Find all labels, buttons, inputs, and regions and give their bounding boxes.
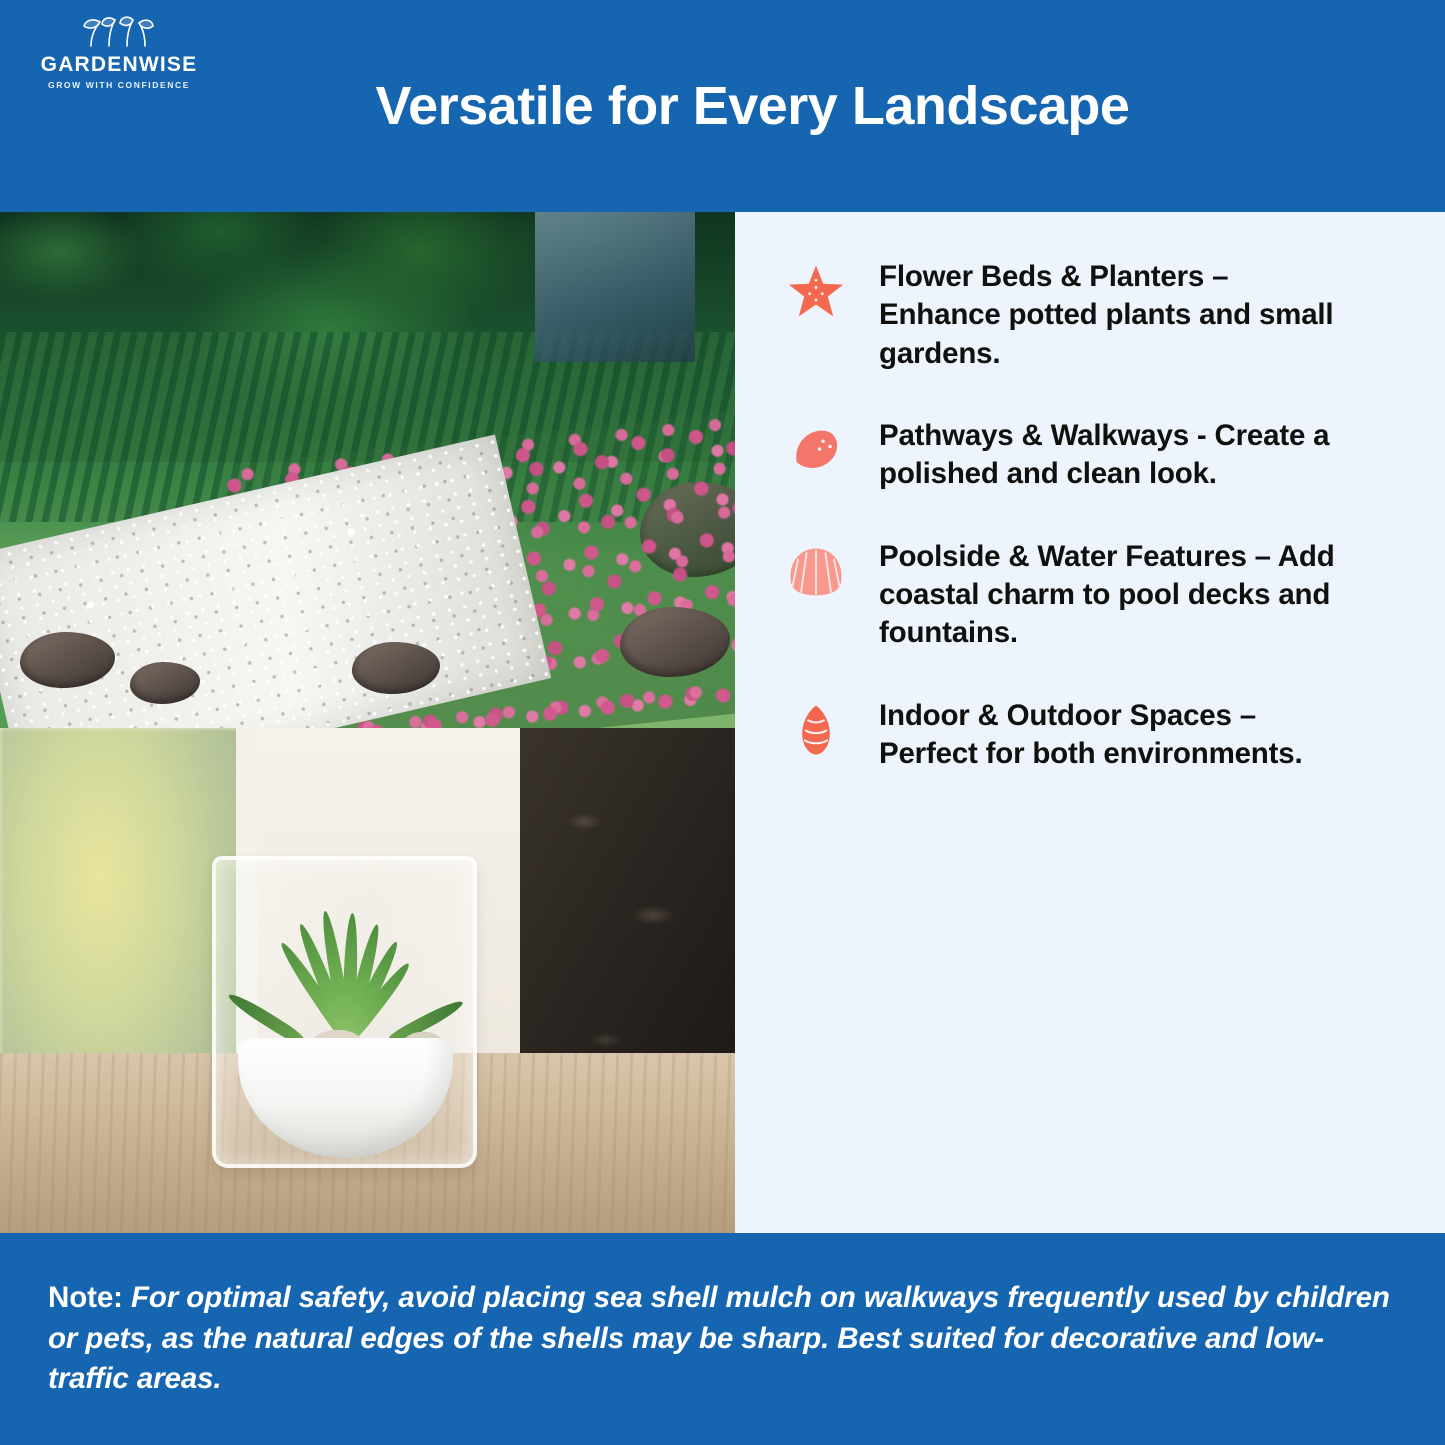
brand-logo (14, 12, 224, 90)
benefit-item-pathways (779, 413, 1405, 494)
footer-note-text (48, 1278, 1397, 1400)
sprout-leaves-icon (71, 12, 167, 52)
page-title: Versatile for Every Landscape (375, 76, 1130, 136)
footer-note (0, 1233, 1445, 1445)
conch-shell-icon (779, 693, 853, 767)
fan-shell-icon (779, 413, 853, 487)
benefit-item-flower-beds (779, 254, 1405, 373)
content-row (0, 212, 1445, 1233)
benefit-text: Poolside & Water Features – Add coastal charm to pool decks and fountains. (879, 539, 1335, 650)
note-body: For optimal safety, avoid placing sea shell mulch on walkways frequently used by children or pets, as the natural edges of the shells may be sharp. Best suited for decorative and low-traffic areas. (48, 1280, 1390, 1396)
note-label: Note: (48, 1280, 123, 1314)
brand-tagline: GROW WITH CONFIDENCE (47, 80, 191, 90)
starfish-icon (779, 254, 853, 328)
brand-name: GARDENWISE (40, 53, 198, 76)
benefit-item-indoor-outdoor (779, 693, 1405, 774)
benefit-text: Pathways & Walkways - Create a polished and clean look. (879, 419, 1330, 491)
benefit-text: Indoor & Outdoor Spaces – Perfect for both environments. (879, 698, 1303, 771)
benefit-item-poolside (779, 534, 1405, 653)
benefits-list (735, 212, 1445, 1233)
header-banner (0, 0, 1445, 212)
indoor-planter-photo (0, 728, 735, 1233)
succulent-plant (268, 906, 428, 1041)
photo-column (0, 212, 735, 1233)
benefit-text: Flower Beds & Planters – Enhance potted plants and small gardens. (879, 260, 1334, 370)
garden-bed-photo (0, 212, 735, 728)
scallop-shell-icon (779, 534, 853, 608)
